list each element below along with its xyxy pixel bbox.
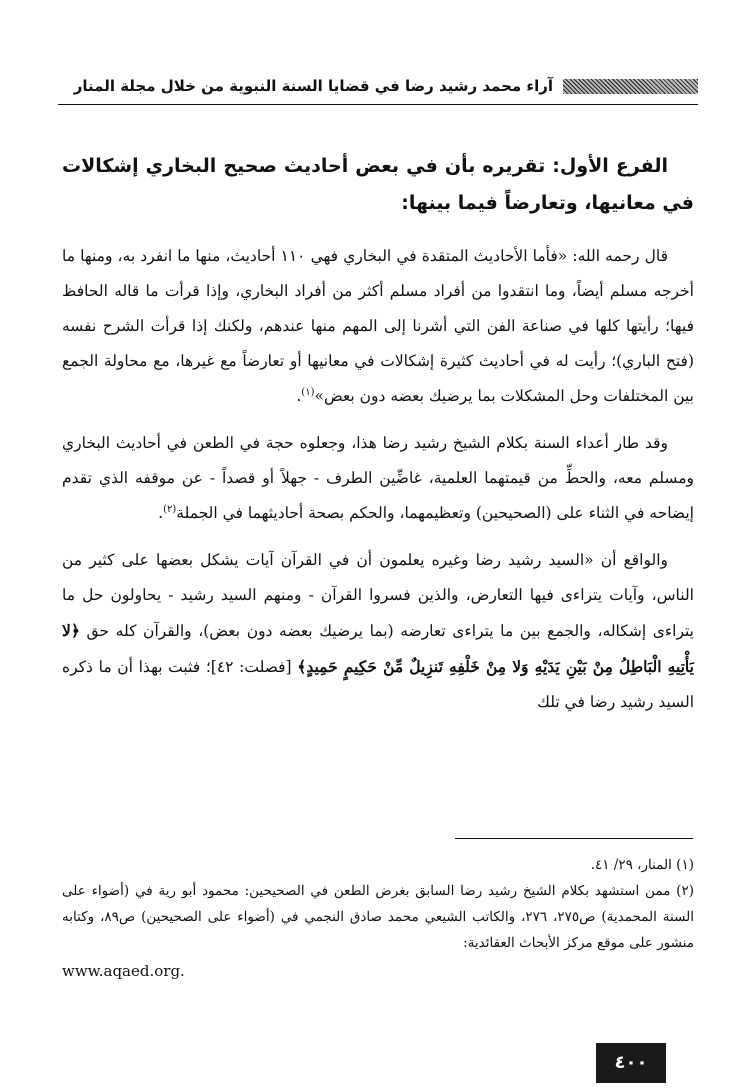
footnote-2: (٢) ممن استشهد بكلام الشيخ رشيد رضا السابق بغرض الطعن في الصحيحين: محمود أبو رية في (أضواء على السنة المحمدية) ص٢٧٥، ٢٧٦، والكاتب الشيعي محمد صادق النجمي في (أضواء على الصحيحين) ص٨٩، وكتابه منشور على موقع مركز الأبحاث العقائدية: bbox=[62, 883, 694, 951]
footnote-mark-2: (٢) bbox=[163, 503, 177, 515]
running-title: آراء محمد رشيد رضا في قضايا السنة النبوية من خلال مجلة المنار bbox=[73, 77, 553, 95]
main-text bbox=[62, 148, 694, 732]
paragraph-1 bbox=[62, 239, 694, 414]
running-header bbox=[58, 72, 698, 100]
paragraph-1-end: . bbox=[296, 387, 302, 405]
paragraph-2-text: وقد طار أعداء السنة بكلام الشيخ رشيد رضا هذا، وجعلوه حجة في الطعن في أحاديث البخاري ومسلم معه، والحطِّ من قيمتهما العلمية، غاضِّين الطرف - جهلاً أو قصداً - عن موقفه الذي تقدم إيضاحه في الثناء على (الصحيحين) وتعظيمهما، والحكم بصحة أحاديثهما في الجملة bbox=[62, 434, 694, 522]
section-heading: الفرع الأول: تقريره بأن في بعض أحاديث صحيح البخاري إشكالات في معانيها، وتعارضاً فيما بينها: bbox=[62, 155, 694, 214]
paragraph-3-text: والواقع أن «السيد رشيد رضا وغيره يعلمون أن في القرآن آيات يشكل بعضها على كثير من الناس، وآيات يتراءى فيها التعارض، والذين فسروا القرآن - ومنهم السيد رشيد - يحاولون حل ما يتراءى إشكاله، والجمع بين ما يتراءى تعارضه (بما يرضيك بعضه دون بعض)، والقرآن كله حق bbox=[62, 551, 694, 640]
header-hatch-ornament bbox=[563, 79, 698, 94]
footnote-mark-1: (١) bbox=[301, 386, 315, 398]
header-rule bbox=[58, 104, 698, 105]
footnotes bbox=[62, 852, 694, 984]
page-number: ٤٠٠ bbox=[596, 1043, 666, 1083]
paragraph-1-text: قال رحمه الله: «فأما الأحاديث المتقدة في البخاري فهي ١١٠ أحاديث، منها ما انفرد به، ومنها ما أخرجه مسلم أيضاً، وما انتقدوا من أفراد مسلم أكثر من أفراد البخاري، وإذا قرأت ما قاله الحافظ فيها؛ رأيتها كلها في صناعة الفن التي أشرنا إلى المهم منها عندهم، ولكنك إذا قرأت الشرح نفسه (فتح الباري)؛ رأيت له في أحاديث كثيرة إشكالات في معانيها أو تعارضاً مع غيرها، مع محاولة الجمع بين المختلفات وحل المشكلات بما يرضيك بعضه دون بعض» bbox=[62, 247, 694, 405]
quran-verse: ﴿لا يَأْتِيهِ الْبَاطِلُ مِنْ بَيْنِ يَدَيْهِ وَلا مِنْ خَلْفِهِ تَنزِيلٌ مِّنْ حَكِيمٍ حَمِيدٍ﴾ bbox=[62, 621, 694, 676]
verse-reference: [فصلت: ٤٢] bbox=[210, 658, 292, 676]
paragraph-3-continuation: ؛ فثبت بهذا أن ما ذكره السيد رشيد رضا في تلك bbox=[62, 658, 694, 711]
paragraph-2 bbox=[62, 426, 694, 531]
footnote-url: www.aqaed.org. bbox=[62, 962, 185, 980]
paragraph-3 bbox=[62, 543, 694, 720]
footnote-separator bbox=[455, 838, 693, 839]
paragraph-2-end: . bbox=[158, 504, 164, 522]
footnote-1: (١) المنار، ٢٩/ ٤١. bbox=[590, 857, 694, 873]
